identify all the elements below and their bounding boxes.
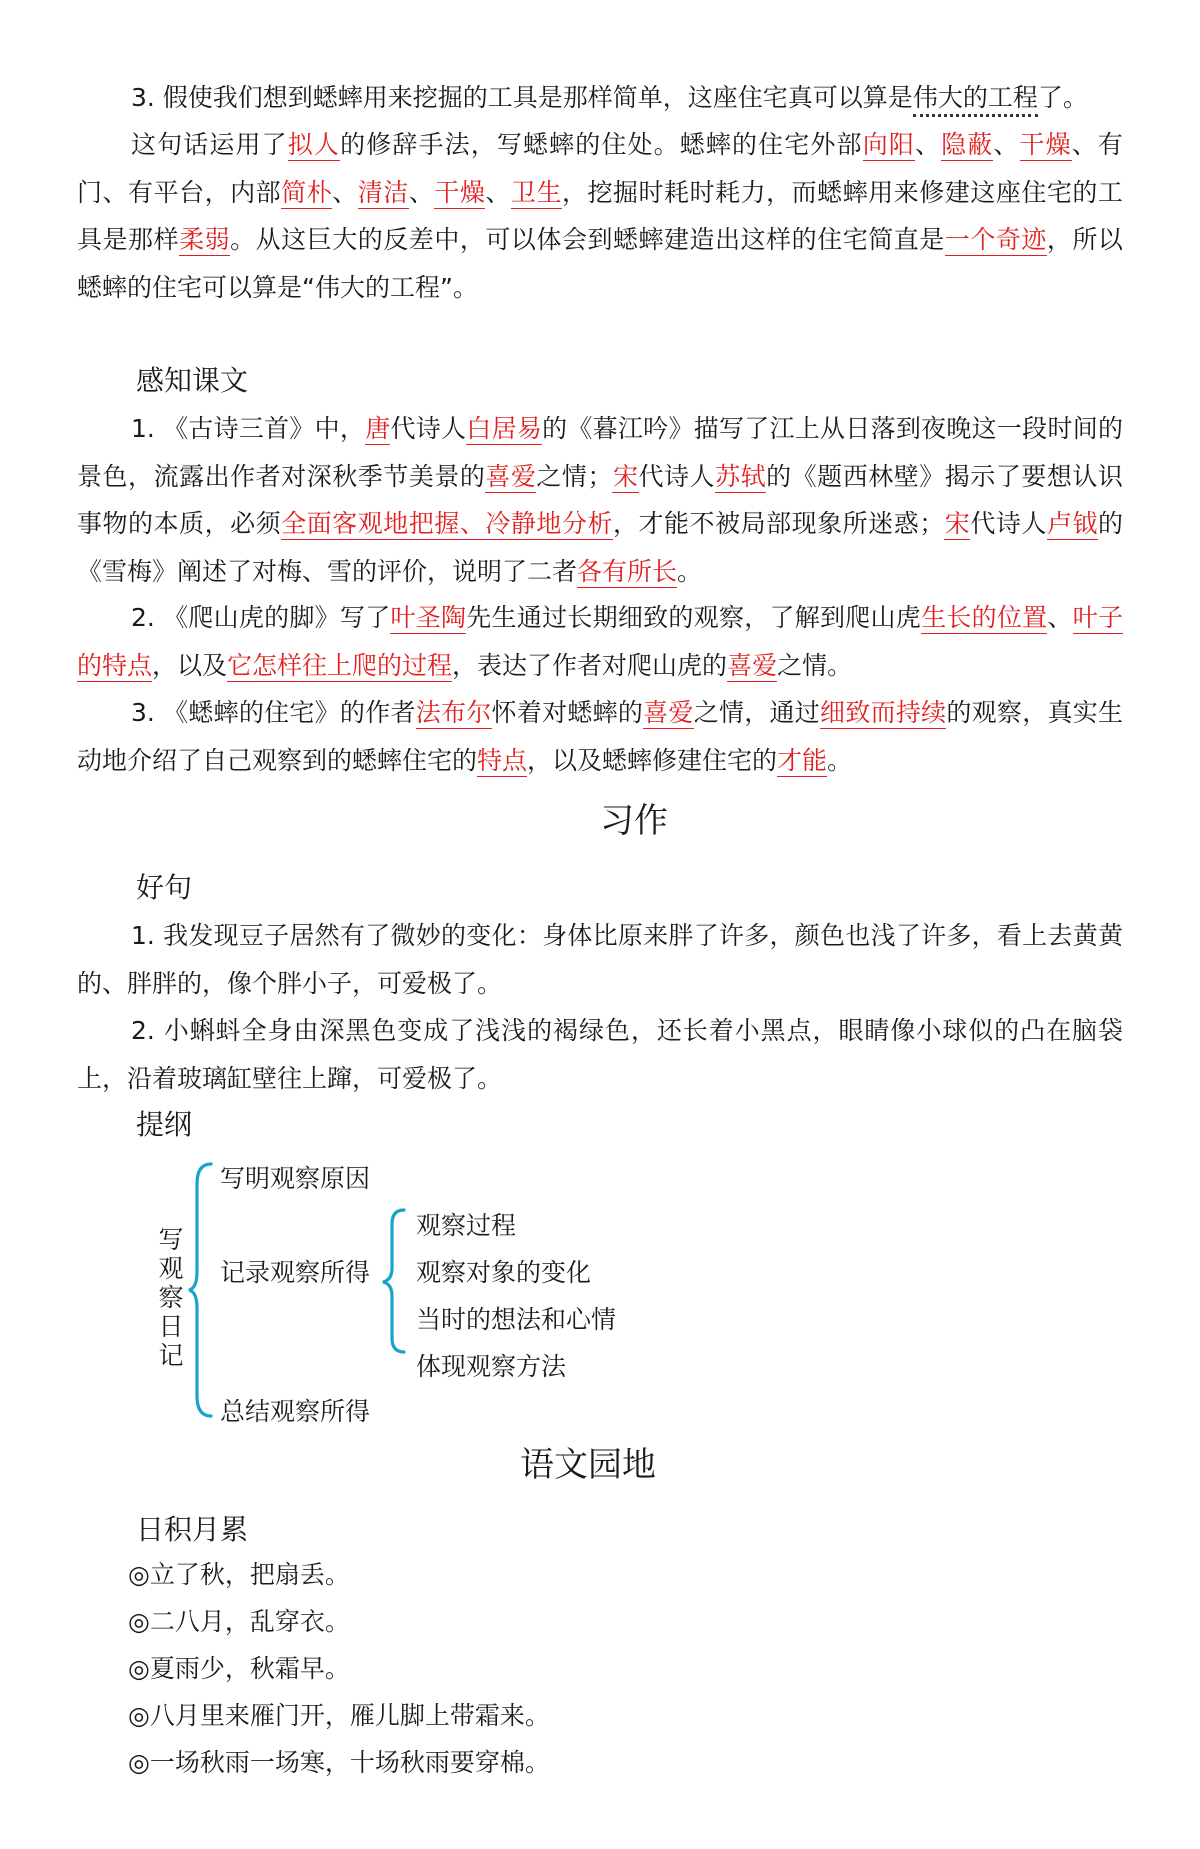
- highlighted-answer: 向阳: [862, 130, 915, 159]
- highlighted-answer: 叶子的特点: [77, 603, 1123, 680]
- highlighted-answer: 干燥: [1019, 130, 1072, 159]
- outline-root-char: 观: [158, 1254, 184, 1283]
- highlighted-answer: 一个奇迹: [944, 225, 1047, 255]
- text-run: 。: [827, 745, 853, 775]
- text-run: 的观察，真实生动地介绍了自己观察到的蟋蟀住宅的: [77, 698, 1123, 775]
- outline-level2-changes: 观察对象的变化: [416, 1258, 592, 1287]
- heading-daily-accumulation: 日积月累: [136, 1513, 249, 1546]
- text-run: 代诗人: [390, 414, 467, 443]
- highlighted-answer: 宋: [944, 509, 971, 539]
- proverb-item: ◎八月里来雁门开，雁儿脚上带霜来。: [128, 1701, 550, 1730]
- highlighted-answer: 干燥: [434, 177, 486, 207]
- outline-brace-level1: [187, 1160, 217, 1420]
- text-run: ，所以蟋蟀的住宅可以算是“伟大的工程”。: [77, 225, 1123, 302]
- text-run: 3. 假使我们想到蟋蟀用来挖掘的工具是那样简单，这座住宅真可以算是: [131, 83, 913, 112]
- heading-outline: 提纲: [136, 1108, 193, 1141]
- proverb-item: ◎立了秋，把扇丢。: [128, 1560, 350, 1589]
- heading-writing: 习作: [600, 801, 668, 841]
- highlighted-answer: 卢钺: [1046, 509, 1098, 539]
- heading-perceive-text: 感知课文: [136, 364, 249, 397]
- outline-level1-summary: 总结观察所得: [220, 1397, 371, 1426]
- highlighted-answer: 白居易: [466, 414, 543, 443]
- text-run: 。从这巨大的反差中，可以体会到蟋蟀建造出这样的住宅简直是: [230, 225, 945, 255]
- proverb-item: ◎一场秋雨一场寒，十场秋雨要穿棉。: [128, 1748, 550, 1777]
- highlighted-answer: 喜爱: [727, 650, 778, 680]
- text-run: 这句话运用了: [131, 130, 288, 159]
- outline-brace-level2: [380, 1206, 410, 1356]
- outline-level1-reason: 写明观察原因: [220, 1164, 371, 1193]
- outline-root-char: 日: [158, 1312, 184, 1341]
- text-run: 的修辞手法，写蟋蟀的住处。蟋蟀的住宅外部: [340, 130, 863, 159]
- text-run: 先生通过长期细致的观察，了解到爬山虎: [466, 603, 922, 632]
- text-run: ，才能不被局部现象所迷惑；: [612, 509, 945, 539]
- text-run: 的《雪梅》阐述了对梅、雪的评价，说明了二者: [77, 509, 1123, 586]
- text-run: ，以及蟋蟀修建住宅的: [527, 745, 778, 775]
- highlighted-answer: 喜爱: [643, 698, 694, 727]
- highlighted-answer: 全面客观地把握、冷静地分析: [281, 509, 613, 539]
- paragraph-perceive-1: [77, 405, 1123, 595]
- text-run: 的《暮江吟》描写了江上从日落到夜晚这一段时间的景色，流露出作者对深秋季节美景的: [77, 414, 1123, 491]
- good-sentence-1: 1. 我发现豆子居然有了微妙的变化：身体比原来胖了许多，颜色也浅了许多，看上去黄黄的、胖胖的，像个胖小子，可爱极了。: [77, 921, 1123, 998]
- text-run: 、: [408, 177, 435, 207]
- highlighted-answer: 才能: [777, 745, 828, 775]
- text-run: 之情；: [536, 461, 613, 491]
- text-run: 怀着对蟋蟀的: [491, 698, 644, 727]
- text-run: 代诗人: [638, 461, 716, 491]
- outline-root-char: 记: [158, 1341, 184, 1370]
- highlighted-answer: 卫生: [510, 177, 562, 207]
- outline-level1-record: 记录观察所得: [220, 1258, 371, 1287]
- highlighted-answer: 特点: [477, 745, 528, 775]
- paragraph-sentence-3: [77, 74, 1123, 122]
- proverb-item: ◎夏雨少，秋霜早。: [128, 1654, 350, 1683]
- text-run: 的《题西林壁》揭示了要想认识事物的本质，必须: [77, 461, 1123, 539]
- text-run: 代诗人: [970, 509, 1047, 539]
- text-run: ，表达了作者对爬山虎的: [452, 650, 728, 680]
- text-run: 之情，通过: [693, 698, 821, 727]
- outline-level2-method: 体现观察方法: [416, 1352, 567, 1381]
- text-run: ，挖掘时耗时耗力，而蟋蟀用来修建这座住宅的工具是那样: [77, 177, 1123, 255]
- text-run: 。: [677, 556, 703, 586]
- highlighted-answer: 清洁: [357, 177, 409, 207]
- highlighted-answer: 细致而持续: [820, 698, 947, 727]
- heading-good-sentences: 好句: [136, 871, 193, 904]
- text-run: 、: [914, 130, 942, 159]
- text-run: 了。: [1037, 83, 1088, 112]
- highlighted-answer: 柔弱: [179, 225, 231, 255]
- highlighted-answer: 叶圣陶: [390, 603, 467, 632]
- paragraph-sentence-3-explanation: [77, 121, 1123, 311]
- text-run: 、: [1047, 603, 1073, 632]
- outline-level2-process: 观察过程: [416, 1211, 517, 1240]
- good-sentence-2: 2. 小蝌蚪全身由深黑色变成了浅浅的褐绿色，还长着小黑点，眼睛像小球似的凸在脑袋上，沿着玻璃缸壁往上蹿，可爱极了。: [77, 1016, 1123, 1093]
- text-run: 、: [332, 177, 358, 207]
- highlighted-answer: 喜爱: [485, 461, 537, 491]
- text-run: 之情。: [777, 650, 853, 680]
- highlighted-answer: 拟人: [287, 130, 341, 159]
- emphasized-phrase: 伟大的工程: [913, 83, 1038, 117]
- paragraph-perceive-3: [77, 689, 1123, 784]
- text-run: 、: [993, 130, 1020, 159]
- highlighted-answer: 法布尔: [415, 698, 492, 727]
- highlighted-answer: 它怎样往上爬的过程: [227, 650, 453, 680]
- highlighted-answer: 各有所长: [577, 556, 678, 586]
- highlighted-answer: 唐: [365, 414, 391, 443]
- outline-root-char: 察: [158, 1283, 184, 1312]
- text-run: 1. 《古诗三首》中，: [131, 414, 366, 443]
- outline-root-vertical-text: [156, 1225, 186, 1370]
- text-run: 3. 《蟋蟀的住宅》的作者: [131, 698, 416, 727]
- highlighted-answer: 宋: [612, 461, 639, 491]
- heading-chinese-garden: 语文园地: [520, 1445, 656, 1485]
- text-run: 、有门、有平台，内部: [77, 130, 1123, 207]
- paragraph-perceive-2: [77, 594, 1123, 689]
- text-run: 、: [485, 177, 511, 207]
- text-run: 2. 《爬山虎的脚》写了: [131, 603, 391, 632]
- outline-root-char: 写: [158, 1225, 184, 1254]
- proverb-item: ◎二八月，乱穿衣。: [128, 1607, 350, 1636]
- highlighted-answer: 简朴: [281, 177, 333, 207]
- highlighted-answer: 生长的位置: [921, 603, 1048, 632]
- highlighted-answer: 隐蔽: [941, 130, 994, 159]
- text-run: ，以及: [152, 650, 228, 680]
- outline-level2-thoughts: 当时的想法和心情: [416, 1305, 617, 1334]
- highlighted-answer: 苏轼: [715, 461, 767, 491]
